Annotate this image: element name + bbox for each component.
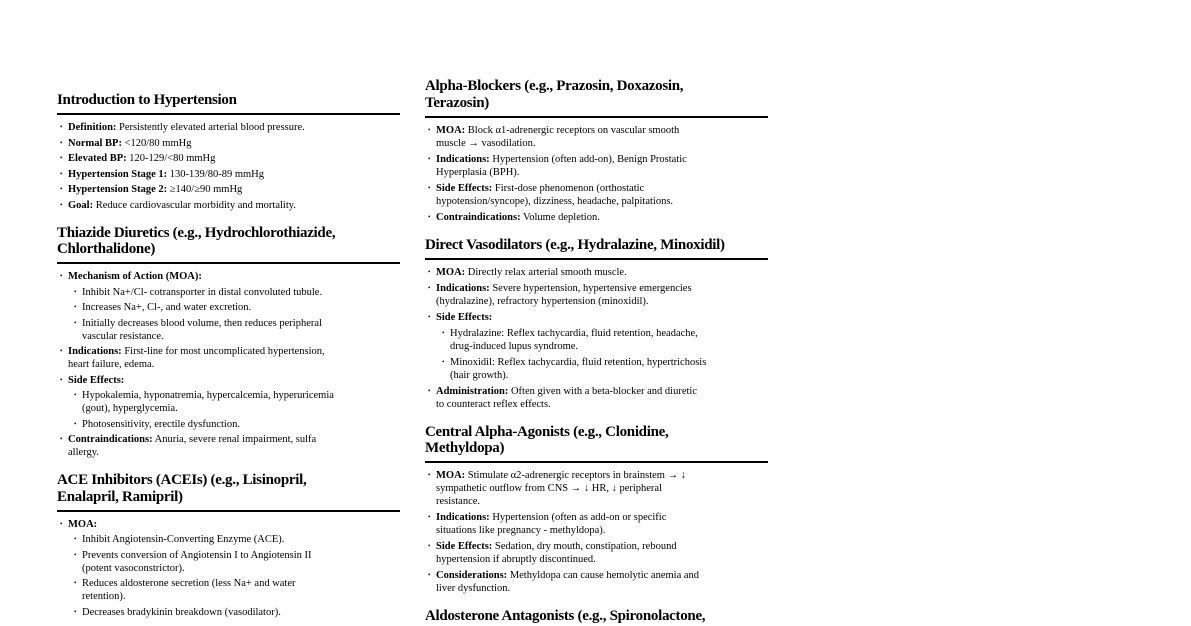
section-heading-line: Methyldopa)	[425, 440, 505, 456]
item-label: Hypertension Stage 1:	[68, 168, 168, 180]
item-text: Volume depletion.	[523, 211, 600, 223]
bullet-icon: •	[428, 386, 431, 395]
item-text: Often given with a beta-blocker and diuretic	[510, 385, 697, 397]
item-label: Definition:	[68, 122, 117, 133]
column-right	[425, 78, 768, 626]
bullet-item	[425, 385, 768, 411]
item-label: Side Effects:	[68, 374, 125, 386]
item-text: 120-129/<80 mmHg	[129, 153, 216, 164]
item-line	[82, 317, 400, 330]
item-label: Elevated BP:	[68, 153, 127, 164]
bullet-item	[71, 606, 400, 619]
item-line	[82, 606, 400, 619]
item-text: sympathetic outflow from CNS → ↓ HR, ↓ peripheral	[436, 483, 663, 494]
item-text: Prevents conversion of Angiotensin I to Angiotensin II	[82, 549, 312, 561]
item-text: Minoxidil: Reflex tachycardia, fluid retention, hypertrichosis	[450, 356, 707, 368]
item-text: First-dose phenomenon (orthostatic	[494, 182, 645, 194]
bullet-item	[439, 327, 768, 353]
item-label: Indications:	[68, 346, 122, 357]
item-line	[82, 389, 400, 402]
item-label: Side Effects:	[436, 311, 493, 323]
bullet-icon: •	[428, 513, 431, 521]
bullet-item	[57, 518, 400, 531]
bullet-icon: •	[60, 200, 63, 209]
bullet-icon: •	[74, 391, 77, 399]
item-line	[436, 511, 768, 524]
item-label: Indications:	[436, 153, 490, 165]
bullet-icon: •	[428, 267, 431, 276]
section-heading	[425, 608, 768, 626]
item-line	[436, 282, 768, 295]
item-line	[436, 182, 768, 195]
item-text: Anuria, severe renal impairment, sulfa	[154, 434, 317, 445]
bullet-icon: •	[74, 419, 77, 428]
item-line	[436, 311, 768, 324]
bullet-item	[425, 511, 768, 537]
bullet-item	[57, 168, 400, 181]
item-line	[450, 356, 768, 369]
item-text: Block α1-adrenergic receptors on vascular smooth	[467, 124, 680, 136]
item-text: Reduces aldosterone secretion (less Na+ and water	[82, 578, 296, 589]
item-text: Sedation, dry mouth, constipation, rebound	[494, 541, 677, 552]
item-label: Side Effects:	[436, 541, 493, 552]
bullet-item	[57, 121, 400, 134]
item-text: (potent vasoconstrictor).	[82, 562, 185, 574]
item-text: Inhibit Angiotensin-Converting Enzyme (ACE).	[82, 534, 285, 545]
section-heading	[57, 92, 400, 115]
bullet-icon: •	[60, 347, 63, 355]
section-heading	[57, 225, 400, 265]
item-text: Directly relax arterial smooth muscle.	[467, 266, 627, 278]
bullet-item	[57, 137, 400, 150]
item-text: (gout), hyperglycemia.	[82, 403, 178, 414]
bullet-icon: •	[442, 357, 445, 366]
bullet-icon: •	[428, 125, 431, 134]
item-label: MOA:	[436, 470, 466, 481]
item-text: Severe hypertension, hypertensive emergencies	[492, 282, 692, 294]
bullet-icon: •	[428, 283, 431, 292]
bullet-item	[425, 569, 768, 595]
item-line	[68, 374, 400, 387]
section-heading-line: Direct Vasodilators (e.g., Hydralazine, Minoxidil)	[425, 236, 725, 253]
section	[425, 424, 768, 596]
item-text: Hypokalemia, hyponatremia, hypercalcemia, hyperuricemia	[82, 390, 334, 401]
item-line	[82, 418, 400, 431]
item-line	[82, 577, 400, 590]
item-line	[436, 469, 768, 482]
bullet-item	[425, 282, 768, 308]
item-label: Goal:	[68, 199, 94, 211]
bullet-list	[57, 121, 400, 212]
item-line	[450, 327, 768, 340]
item-line	[436, 124, 768, 137]
item-label: Considerations:	[436, 570, 508, 581]
section	[57, 92, 400, 212]
item-label: Administration:	[436, 385, 509, 397]
item-line	[68, 518, 400, 531]
section-heading-line: Alpha-Blockers (e.g., Prazosin, Doxazosin,	[425, 78, 684, 94]
section	[425, 237, 768, 411]
item-line	[68, 199, 400, 212]
bullet-icon: •	[428, 183, 431, 192]
bullet-icon: •	[60, 154, 63, 162]
bullet-icon: •	[60, 185, 63, 193]
section-heading-line: Introduction to Hypertension	[57, 92, 237, 108]
bullet-item	[425, 211, 768, 224]
bullet-icon: •	[60, 123, 63, 131]
item-line	[68, 168, 400, 181]
item-label: MOA:	[68, 518, 98, 530]
item-text: Reduce cardiovascular morbidity and mortality.	[95, 199, 296, 211]
section-heading-line: Terazosin)	[425, 94, 489, 111]
item-text: retention).	[82, 591, 126, 602]
bullet-icon: •	[60, 169, 63, 178]
item-line	[436, 540, 768, 553]
section-heading-line: Chlorthalidone)	[57, 241, 156, 257]
item-text: Decreases bradykinin breakdown (vasodilator).	[82, 606, 281, 618]
item-line	[436, 569, 768, 582]
bullet-item	[71, 577, 400, 603]
item-line	[82, 286, 400, 299]
bullet-item	[71, 286, 400, 299]
item-line	[436, 211, 768, 224]
bullet-icon: •	[60, 435, 63, 443]
item-label: MOA:	[436, 124, 466, 136]
bullet-icon: •	[74, 607, 77, 616]
item-text: Increases Na+, Cl-, and water excretion.	[82, 302, 252, 313]
bullet-item	[71, 317, 400, 343]
section-heading-line: Enalapril, Ramipril)	[57, 488, 183, 505]
item-text: Photosensitivity, erectile dysfunction.	[82, 418, 240, 430]
bullet-item	[425, 540, 768, 566]
item-line	[82, 533, 400, 546]
item-label: MOA:	[436, 266, 466, 278]
item-label: Normal BP:	[68, 137, 122, 149]
item-text: liver dysfunction.	[436, 583, 511, 594]
item-text: Hypertension (often as add-on or specific	[492, 512, 667, 523]
bullet-item	[57, 433, 400, 459]
section	[425, 608, 768, 626]
bullet-item	[57, 152, 400, 165]
bullet-icon: •	[74, 550, 77, 559]
item-label: Hypertension Stage 2:	[68, 184, 168, 195]
bullet-icon: •	[74, 287, 77, 296]
bullet-icon: •	[428, 471, 431, 479]
bullet-item	[57, 374, 400, 387]
item-text: Persistently elevated arterial blood pressure.	[119, 122, 305, 133]
item-line	[68, 270, 400, 283]
bullet-item	[425, 124, 768, 150]
item-line	[436, 153, 768, 166]
bullet-list	[425, 124, 768, 224]
item-text: allergy.	[68, 447, 99, 458]
item-label: Indications:	[436, 512, 490, 523]
item-line	[68, 183, 400, 196]
section-heading-line: Thiazide Diuretics (e.g., Hydrochlorothiazide,	[57, 224, 336, 241]
item-text: <120/80 mmHg	[124, 137, 192, 149]
item-line	[82, 549, 400, 562]
bullet-icon: •	[60, 272, 63, 280]
section-heading-line: Aldosterone Antagonists (e.g., Spironolactone,	[425, 608, 706, 624]
bullet-icon: •	[60, 519, 63, 528]
item-text: to counteract reflex effects.	[436, 398, 551, 410]
item-label: Contraindications:	[68, 434, 153, 445]
bullet-item	[57, 345, 400, 371]
item-line	[68, 433, 400, 446]
bullet-item	[439, 356, 768, 382]
item-line	[436, 385, 768, 398]
item-text: ≥140/≥90 mmHg	[169, 184, 243, 195]
item-line	[82, 301, 400, 314]
bullet-icon: •	[428, 542, 431, 550]
section-heading-line: ACE Inhibitors (ACEIs) (e.g., Lisinopril,	[57, 472, 307, 488]
bullet-icon: •	[60, 375, 63, 384]
bullet-icon: •	[442, 328, 445, 337]
item-text: Hyperplasia (BPH).	[436, 166, 520, 178]
section-heading-line: Central Alpha-Agonists (e.g., Clonidine,	[425, 423, 669, 440]
bullet-item	[71, 533, 400, 546]
bullet-item	[425, 311, 768, 324]
item-label: Contraindications:	[436, 211, 521, 223]
bullet-item	[71, 301, 400, 314]
bullet-icon: •	[60, 138, 63, 147]
item-text: First-line for most uncomplicated hypertension,	[124, 346, 325, 357]
bullet-icon: •	[74, 579, 77, 587]
section-heading	[425, 424, 768, 464]
item-line	[68, 345, 400, 358]
bullet-item	[71, 389, 400, 415]
item-text: hypotension/syncope), dizziness, headache, palpitations.	[436, 195, 674, 207]
section	[57, 472, 400, 619]
item-line	[68, 152, 400, 165]
item-text: muscle → vasodilation.	[436, 137, 536, 149]
section-heading	[425, 237, 768, 260]
bullet-icon: •	[74, 318, 77, 327]
bullet-list	[57, 518, 400, 619]
bullet-icon: •	[428, 312, 431, 321]
bullet-item	[57, 199, 400, 212]
item-text: drug-induced lupus syndrome.	[450, 340, 579, 352]
item-text: Hypertension (often add-on), Benign Prostatic	[492, 153, 687, 165]
bullet-item	[71, 418, 400, 431]
bullet-list	[425, 266, 768, 411]
bullet-item	[425, 469, 768, 508]
item-text: Stimulate α2-adrenergic receptors in brainstem → ↓	[467, 470, 686, 481]
bullet-icon: •	[428, 154, 431, 163]
bullet-item	[57, 183, 400, 196]
item-text: vascular resistance.	[82, 330, 164, 342]
item-text: resistance.	[436, 496, 481, 507]
bullet-item	[425, 266, 768, 279]
item-line	[68, 137, 400, 150]
bullet-icon: •	[74, 303, 77, 311]
item-text: Initially decreases blood volume, then reduces peripheral	[82, 317, 322, 329]
bullet-item	[425, 182, 768, 208]
bullet-item	[425, 153, 768, 179]
item-line	[436, 266, 768, 279]
bullet-icon: •	[74, 535, 77, 543]
bullet-icon: •	[428, 571, 431, 579]
item-label: Indications:	[436, 282, 490, 294]
item-line	[68, 121, 400, 134]
item-label: Side Effects:	[436, 182, 493, 194]
bullet-list	[57, 270, 400, 459]
section-heading	[425, 78, 768, 118]
item-text: (hydralazine), refractory hypertension (minoxidil).	[436, 295, 649, 307]
section	[425, 78, 768, 224]
item-text: (hair growth).	[450, 369, 509, 381]
bullet-icon: •	[428, 212, 431, 221]
section-heading	[57, 472, 400, 512]
item-text: situations like pregnancy - methyldopa).	[436, 525, 606, 536]
bullet-item	[57, 270, 400, 283]
item-text: Methyldopa can cause hemolytic anemia and	[509, 570, 700, 581]
item-label: Mechanism of Action (MOA):	[68, 271, 202, 282]
item-text: Inhibit Na+/Cl- cotransporter in distal convoluted tubule.	[82, 286, 323, 298]
column-left	[57, 92, 400, 621]
item-text: hypertension if abruptly discontinued.	[436, 554, 596, 565]
bullet-list	[425, 469, 768, 595]
item-text: heart failure, edema.	[68, 359, 155, 370]
item-text: 130-139/80-89 mmHg	[169, 168, 264, 180]
item-text: Hydralazine: Reflex tachycardia, fluid retention, headache,	[450, 327, 698, 339]
section	[57, 225, 400, 460]
bullet-item	[71, 549, 400, 575]
